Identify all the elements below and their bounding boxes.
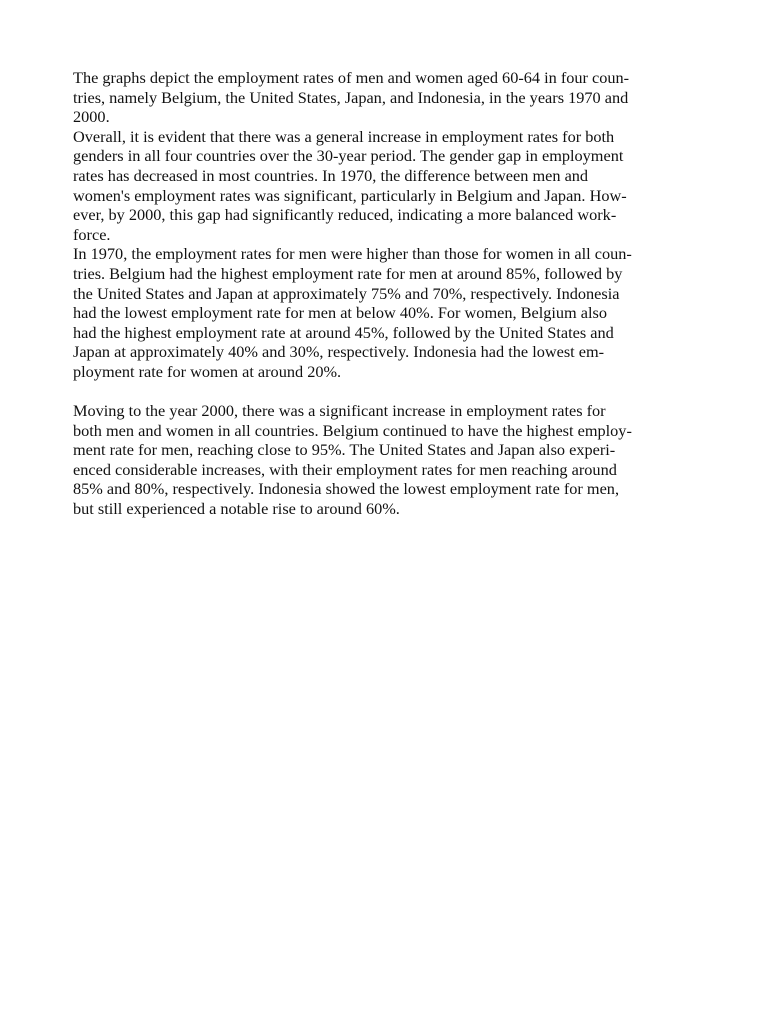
text-line: the United States and Japan at approximately 75% and 70%, respectively. Indonesia [73, 283, 620, 303]
text-line: ever, by 2000, this gap had significantly reduced, indicating a more balanced work- [73, 205, 617, 225]
text-line: ment rate for men, reaching close to 95%. The United States and Japan also experi- [73, 440, 616, 460]
paragraph-1970 [73, 244, 703, 381]
text-line: 2000. [73, 107, 110, 127]
text-line: Moving to the year 2000, there was a significant increase in employment rates for [73, 401, 606, 421]
text-line: Japan at approximately 40% and 30%, respectively. Indonesia had the lowest em- [73, 342, 605, 362]
text-line: tries. Belgium had the highest employment rate for men at around 85%, followed by [73, 263, 623, 283]
text-line: had the highest employment rate at around 45%, followed by the United States and [73, 322, 614, 342]
text-line: rates has decreased in most countries. In 1970, the difference between men and [73, 165, 589, 185]
paragraph-2000 [73, 401, 703, 519]
text-line: both men and women in all countries. Belgium continued to have the highest employ- [73, 420, 632, 440]
text-line: genders in all four countries over the 30-year period. The gender gap in employment [73, 146, 624, 166]
text-line: The graphs depict the employment rates of men and women aged 60-64 in four coun- [73, 68, 630, 87]
text-line: women's employment rates was significant, particularly in Belgium and Japan. How- [73, 185, 627, 205]
text-line: force. [73, 224, 111, 244]
text-line: In 1970, the employment rates for men were higher than those for women in all coun- [73, 244, 632, 264]
text-line: but still experienced a notable rise to around 60%. [73, 499, 400, 519]
paragraph-intro [73, 68, 703, 127]
document-body [73, 68, 703, 519]
paragraph-overview [73, 127, 703, 245]
text-line: ployment rate for women at around 20%. [73, 361, 342, 381]
text-line: had the lowest employment rate for men at below 40%. For women, Belgium also [73, 303, 607, 323]
text-line: Overall, it is evident that there was a general increase in employment rates for both [73, 126, 615, 146]
text-line: enced considerable increases, with their employment rates for men reaching around [73, 459, 617, 479]
paragraph-spacer [73, 382, 703, 402]
text-line: 85% and 80%, respectively. Indonesia showed the lowest employment rate for men, [73, 479, 620, 499]
text-line: tries, namely Belgium, the United States, Japan, and Indonesia, in the years 1970 and [73, 87, 629, 107]
